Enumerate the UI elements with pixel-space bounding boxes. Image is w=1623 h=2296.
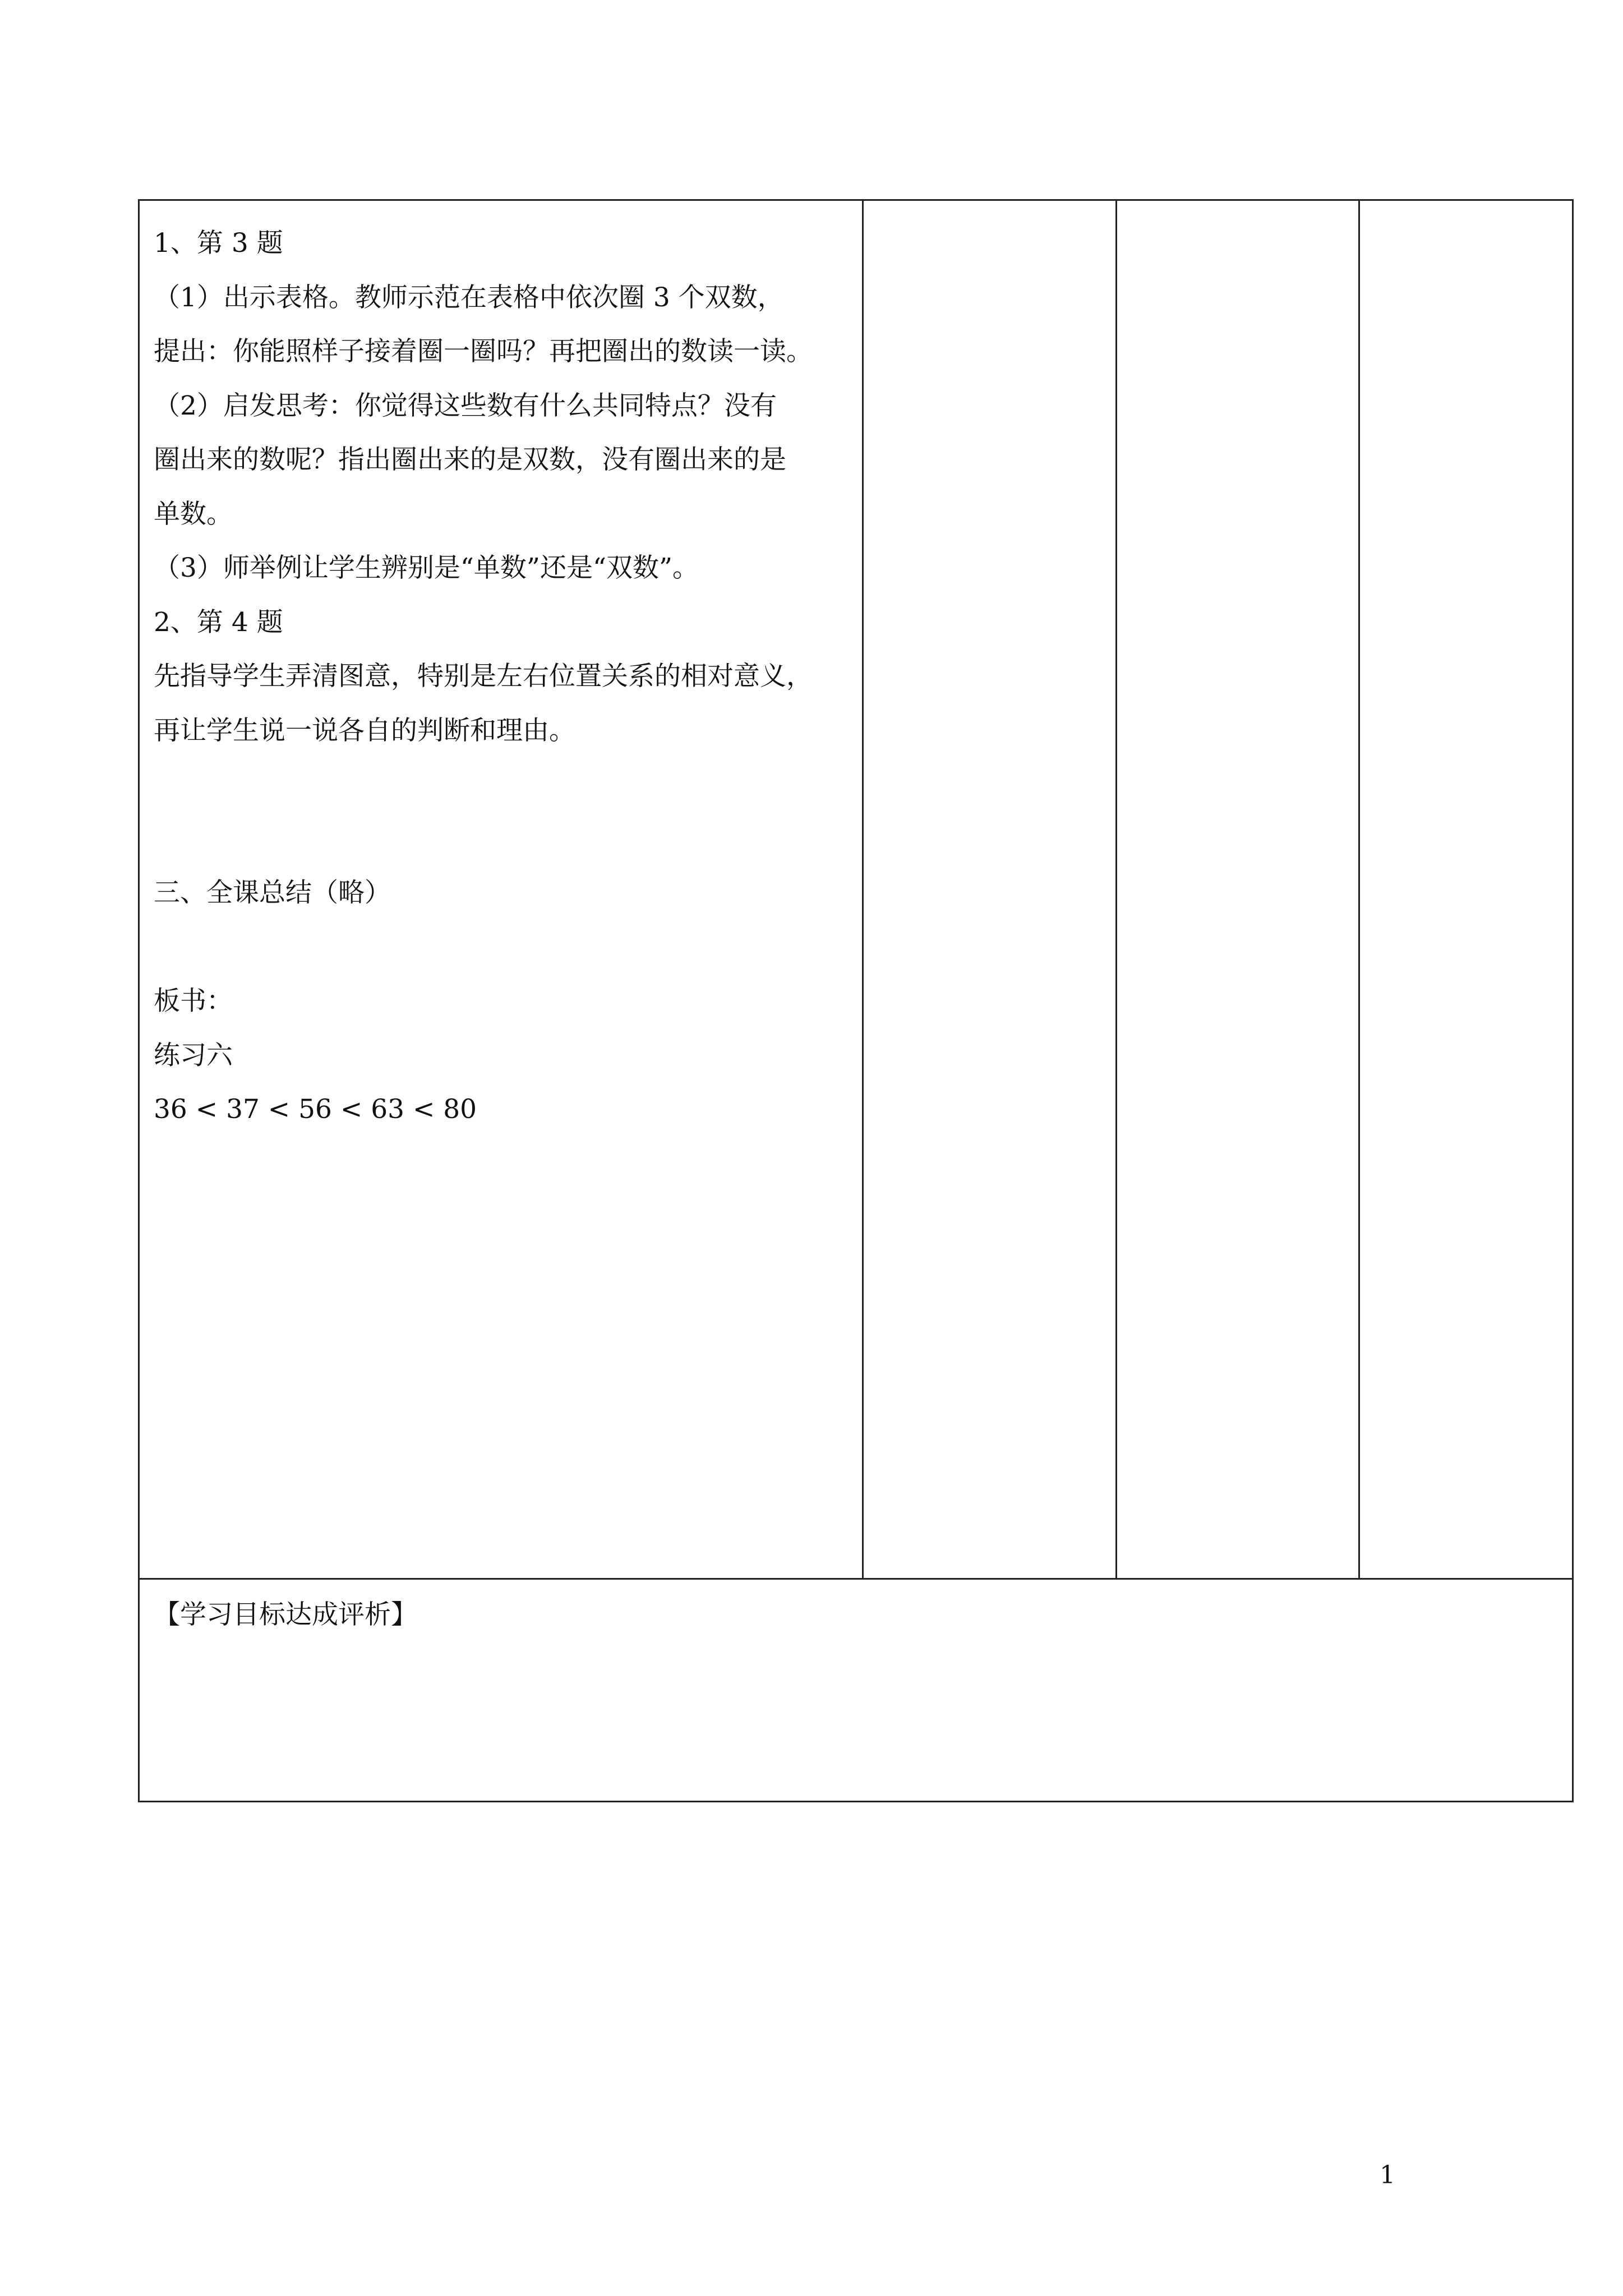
board-title: 练习六 [154, 1039, 233, 1071]
summary-title: 三、全课总结（略） [154, 877, 391, 908]
step1-item1-line2: 提出：你能照样子接着圈一圈吗？再把圈出的数读一读。 [154, 336, 813, 367]
spacer [154, 758, 855, 866]
step1-item2-line2: 圈出来的数呢？指出圈出来的是双数，没有圈出来的是 [154, 444, 786, 475]
step2-title: 2、第 4 题 [154, 606, 283, 638]
step2-line1: 先指导学生弄清图意，特别是左右位置关系的相对意义， [154, 661, 813, 692]
step1-item3: （3）师举例让学生辨别是“单数”还是“双数”。 [154, 553, 699, 583]
blank-column-cell-1 [864, 201, 1117, 1578]
evaluation-heading: 【学习目标达成评析】 [154, 1599, 417, 1630]
step1-title: 1、第 3 题 [154, 228, 283, 259]
evaluation-row [140, 1580, 1572, 1801]
blank-column-cell-3 [1360, 201, 1572, 1578]
board-formula: 36 < 37 < 56 < 63 < 80 [154, 1094, 477, 1125]
teaching-process-cell [140, 201, 864, 1578]
step1-item1-line1: （1）出示表格。教师示范在表格中依次圈 3 个双数， [154, 282, 784, 313]
lesson-content-row [140, 201, 1572, 1580]
board-label: 板书： [154, 986, 233, 1016]
blank-column-cell-2 [1117, 201, 1360, 1578]
lesson-plan-table [138, 199, 1574, 1802]
teaching-process-text [154, 217, 855, 1137]
step2-line2: 再让学生说一说各自的判断和理由。 [154, 715, 575, 746]
step1-item2-line1: （2）启发思考：你觉得这些数有什么共同特点？没有 [154, 390, 777, 421]
spacer [154, 921, 855, 975]
step1-item2-line3: 单数。 [154, 498, 233, 530]
page-number: 1 [1380, 2161, 1395, 2189]
